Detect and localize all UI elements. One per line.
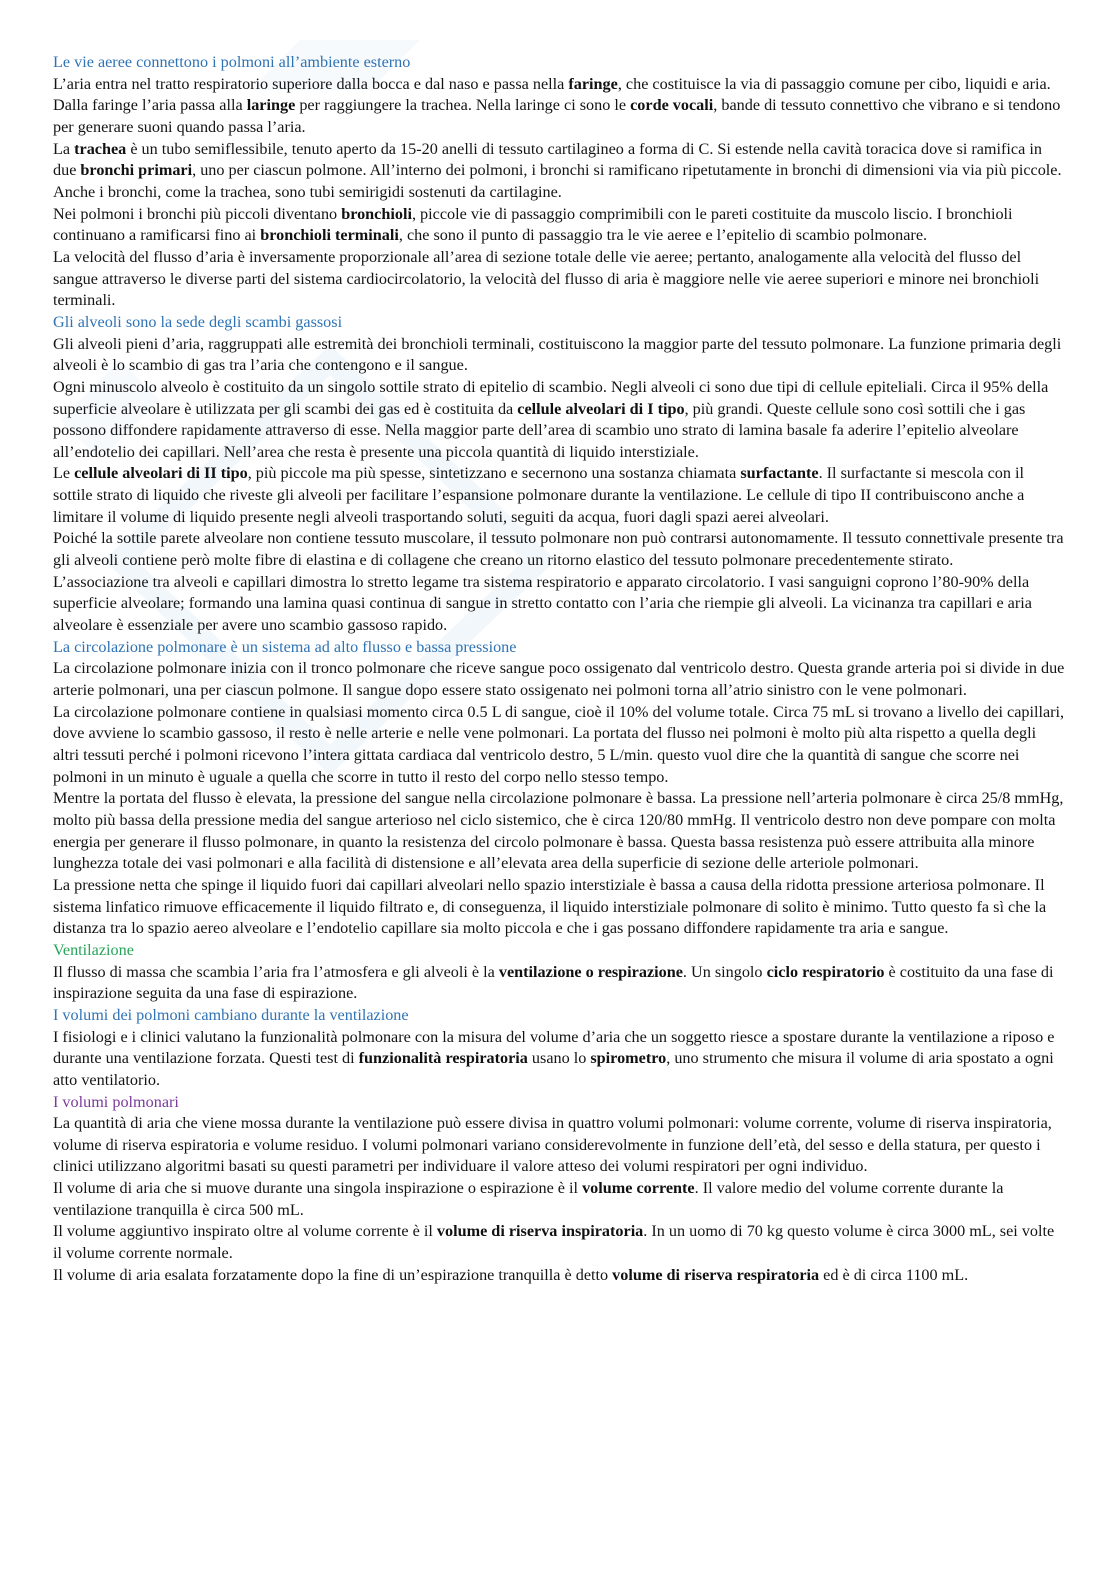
bold-term: corde vocali [630, 96, 714, 115]
text-run: . Un singolo [682, 962, 767, 981]
paragraph [53, 702, 1065, 789]
text-run: Ogni minuscolo alveolo è costituito da un singolo sottile strato di epitelio di scambio. Negli alveoli ci sono due tipi di cellule epiteliali. Circa il 95% della superficie alveolare è utilizzata per gli scambi dei gas ed è costituita da [53, 377, 1049, 418]
text-run: Poiché la sottile parete alveolare non contiene tessuto muscolare, il tessuto polmonare non può contrarsi autonomamente. Il tessuto connettivale presente tra gli alveoli contiene però molte fibre di elastina e di collagene che creano un ritorno elastico del tessuto polmonare precedentemente stirato. [53, 529, 1064, 570]
paragraph [53, 572, 1065, 637]
paragraph [53, 1221, 1065, 1264]
text-run: La velocità del flusso d’aria è inversamente proporzionale all’area di sezione totale delle vie aeree; pertanto, analogamente alla velocità del flusso del sangue attraverso le diverse parti del sistema cardiocircolatorio, la velocità del flusso di aria è maggiore nelle vie aeree superiori e minore nei bronchioli terminali. [53, 247, 1040, 310]
paragraph [53, 463, 1065, 528]
paragraph [53, 204, 1065, 247]
text-run: , che sono il punto di passaggio tra le vie aeree e l’epitelio di scambio polmonare. [398, 226, 928, 245]
text-run: , bande di tessuto connettivo che vibrano e si tendono per generare suoni quando passa l’aria. [53, 96, 1061, 136]
text-run: , uno per ciascun polmone. All’interno dei polmoni, i bronchi si ramificano ripetutamente in bronchi di dimensioni via via più piccole. Anche i bronchi, come la trachea, sono tubi semirigidi sostenuti da cartilagine. [53, 161, 1062, 201]
text-run: ed è di circa 1100 mL. [819, 1265, 969, 1284]
bold-term: ventilazione o respirazione [498, 962, 683, 981]
text-run: La pressione netta che spinge il liquido fuori dai capillari alveolari nello spazio interstiziale è bassa a causa della ridotta pressione arteriosa polmonare. Il sistema linfatico rimuove efficacemente il liquido filtrato e, di conseguenza, il liquido interstiziale polmonare di solito è minimo. Tutto questo fa sì che la distanza tra lo spazio aereo alveolare e l’endotelio capillare sia molto piccola e che i gas possano diffondere rapidamente tra aria e sangue. [53, 875, 1047, 938]
paragraph [53, 1113, 1065, 1178]
paragraph [53, 1265, 1065, 1287]
paragraph [53, 1027, 1065, 1092]
section-heading: Ventilazione [53, 940, 134, 959]
text-run: , uno strumento che misura il volume di aria spostato a ogni atto ventilatorio. [53, 1049, 1054, 1089]
paragraph [53, 658, 1065, 701]
text-run: La [53, 139, 75, 158]
text-run: per raggiungere la trachea. Nella laringe ci sono le [295, 96, 631, 115]
section-heading: La circolazione polmonare è un sistema ad alto flusso e bassa pressione [53, 637, 517, 656]
text-run: è un tubo semiflessibile, tenuto aperto da 15-20 anelli di tessuto cartilagineo a forma di C. Si estende nella cavità toracica dove si ramifica in due [53, 139, 1042, 180]
text-run: Il volume aggiuntivo inspirato oltre al volume corrente è il [53, 1222, 437, 1241]
paragraph [53, 962, 1065, 1005]
text-run: Mentre la portata del flusso è elevata, la pressione del sangue nella circolazione polmonare è bassa. La pressione nell’arteria polmonare è circa 25/8 mmHg, molto più bassa della pressione media del sangue arterioso nel ciclo sistemico, che è circa 120/80 mmHg. Il ventricolo destro non deve pompare con molta energia per generare il flusso polmonare, in quanto la resistenza del circolo polmonare è bassa. Questa bassa resistenza può essere attribuita alla minore lunghezza totale dei vasi polmonari e alla facilità di distensione e all’elevata area della superficie di sezione delle arteriole polmonari. [53, 789, 1064, 873]
text-run: usano lo [527, 1049, 591, 1068]
text-run: La circolazione polmonare inizia con il tronco polmonare che riceve sangue poco ossigenato dal ventricolo destro. Questa grande arteria poi si divide in due arterie polmonari, una per ciascun polmone. Il sangue dopo essere stato ossigenato nei polmoni torna all’atrio sinistro con le vene polmonari. [53, 659, 1065, 700]
bold-term: spirometro [590, 1049, 667, 1068]
bold-term: volume corrente [582, 1179, 695, 1198]
text-run: . Il surfactante si mescola con il sottile strato di liquido che riveste gli alveoli per facilitare l’espansione polmonare durante la ventilazione. Le cellule di tipo II contribuiscono anche a limitare il volume di liquido presente negli alveoli trasportando soluti, seguiti da acqua, fuori dagli spazi aerei alveolari. [53, 464, 1025, 526]
section-heading: I volumi dei polmoni cambiano durante la ventilazione [53, 1005, 409, 1024]
bold-term: funzionalità respiratoria [358, 1049, 528, 1068]
bold-term: cellule alveolari di I tipo [517, 399, 685, 418]
bold-term: ciclo respiratorio [766, 962, 885, 981]
text-run: Il volume di aria esalata forzatamente dopo la fine di un’espirazione tranquilla è detto [53, 1265, 613, 1284]
text-run: Il flusso di massa che scambia l’aria fra l’atmosfera e gli alveoli è la [53, 962, 499, 981]
bold-term: cellule alveolari di II tipo [74, 464, 248, 483]
text-run: Le [53, 464, 75, 483]
text-run: , piccole vie di passaggio comprimibili con le pareti costituite da muscolo liscio. I bronchioli continuano a ramificarsi fino ai [53, 204, 1013, 245]
text-run: Gli alveoli pieni d’aria, raggruppati alle estremità dei bronchioli terminali, costituiscono la maggior parte del tessuto polmonare. La funzione primaria degli alveoli è lo scambio di gas tra l’aria che contengono e il sangue. [53, 334, 1062, 375]
paragraph [53, 334, 1065, 377]
bold-term: bronchi primari [80, 161, 193, 180]
text-run: La circolazione polmonare contiene in qualsiasi momento circa 0.5 L di sangue, cioè il 10% del volume totale. Circa 75 mL si trovano a livello dei capillari, dove avviene lo scambio gassoso, il resto è nelle arterie e nelle vene polmonari. La portata del flusso nei polmoni è molto più alta rispetto a quella degli altri tessuti perché i polmoni ricevono l’intera gittata cardiaca dal ventricolo destro, 5 L/min. questo vuol dire che la quantità di sangue che scorre nei polmoni in un minuto è uguale a quella che scorre in tutto il resto del corpo nello stesso tempo. [53, 702, 1065, 786]
text-run: . Il valore medio del volume corrente durante la ventilazione tranquilla è circa 500 mL. [53, 1179, 1004, 1219]
bold-term: surfactante [740, 464, 819, 483]
paragraph [53, 247, 1065, 312]
text-run: , più piccole ma più spesse, sintetizzano e secernono una sostanza chiamata [247, 464, 741, 483]
text-run: , che costituisce la via di passaggio comune per cibo, liquidi e aria. Dalla faringe l’aria passa alla [53, 74, 1051, 115]
paragraph [53, 528, 1065, 571]
bold-term: volume di riserva respiratoria [612, 1265, 820, 1284]
text-run: Nei polmoni i bronchi più piccoli diventano [53, 204, 342, 223]
paragraph [53, 788, 1065, 875]
document-page [53, 52, 1065, 1286]
bold-term: laringe [246, 96, 296, 115]
section-heading: Le vie aeree connettono i polmoni all’ambiente esterno [53, 53, 411, 71]
text-run: , più grandi. Queste cellule sono così sottili che i gas possono diffondere rapidamente attraverso di esse. Nella maggior parte dell’area di scambio uno strato di lamina basale fa aderire l’epitelio alveolare all’endotelio dei capillari. Nell’area che resta è presente una piccola quantità di liquido interstiziale. [53, 399, 1026, 461]
bold-term: bronchioli [341, 204, 412, 223]
bold-term: trachea [74, 139, 127, 158]
text-run: La quantità di aria che viene mossa durante la ventilazione può essere divisa in quattro volumi polmonari: volume corrente, volume di riserva inspiratoria, volume di riserva espiratoria e volume residuo. I volumi polmonari variano considerevolmente in funzione dell’età, del sesso e della statura, per questo i clinici utilizzano algoritmi basati su questi parametri per individuare il valore atteso dei volumi respiratori per ogni individuo. [53, 1114, 1052, 1176]
text-run: . In un uomo di 70 kg questo volume è circa 3000 mL, sei volte il volume corrente normale. [53, 1222, 1055, 1263]
paragraph [53, 139, 1065, 204]
paragraph [53, 377, 1065, 464]
text-run: I fisiologi e i clinici valutano la funzionalità polmonare con la misura del volume d’aria che un soggetto riesce a spostare durante la ventilazione a riposo e durante una ventilazione forzata. Questi test di [53, 1027, 1055, 1068]
bold-term: faringe [568, 74, 618, 93]
bold-term: volume di riserva inspiratoria [436, 1222, 644, 1241]
text-run: L’aria entra nel tratto respiratorio superiore dalla bocca e dal naso e passa nella [53, 74, 569, 93]
section-heading: I volumi polmonari [53, 1092, 179, 1111]
bold-term: bronchioli terminali [260, 226, 399, 245]
paragraph [53, 1178, 1065, 1221]
paragraph [53, 875, 1065, 940]
text-run: L’associazione tra alveoli e capillari dimostra lo stretto legame tra sistema respiratorio e apparato circolatorio. I vasi sanguigni coprono l’80-90% della superficie alveolare; formando una lamina quasi continua di sangue in stretto contatto con l’aria che riempie gli alveoli. La vicinanza tra capillari e aria alveolare è essenziale per avere uno scambio gassoso rapido. [53, 572, 1032, 635]
text-run: è costituito da una fase di inspirazione seguita da una fase di espirazione. [53, 962, 1054, 1003]
paragraph [53, 74, 1065, 139]
text-run: Il volume di aria che si muove durante una singola inspirazione o espirazione è il [53, 1179, 583, 1198]
section-heading: Gli alveoli sono la sede degli scambi gassosi [53, 312, 343, 331]
